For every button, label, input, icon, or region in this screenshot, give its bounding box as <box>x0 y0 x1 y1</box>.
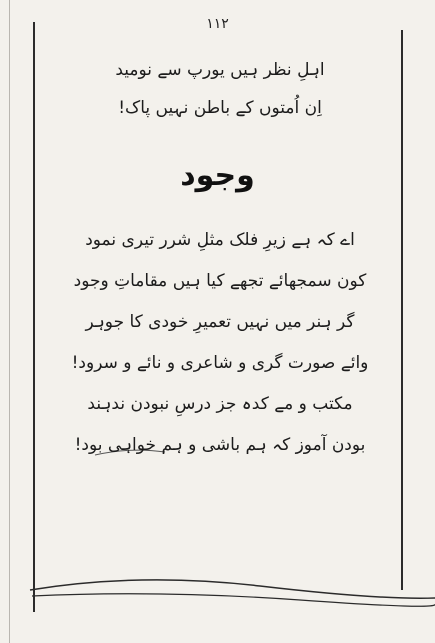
poem-line: بودن آموز کہ ہم باشی و ہم خواہی بود! <box>74 435 366 455</box>
poem-line: گر ہنر میں نہیں تعمیرِ خودی کا جوہر <box>85 312 355 332</box>
poem-title: وجود <box>180 158 255 193</box>
intro-line: اِن اُمتوں کے باطن نہیں پاک! <box>118 98 322 118</box>
poem-line: کون سمجھائے تجھے کیا ہیں مقاماتِ وجود <box>73 271 367 291</box>
intro-couplet <box>70 62 370 138</box>
poem-line: اے کہ ہے زیرِ فلک مثلِ شرر تیری نمود <box>85 230 355 250</box>
intro-line: اہلِ نظر ہیں یورپ سے نومید <box>115 60 325 80</box>
poem-body <box>70 232 370 478</box>
poem-line: مکتب و مے کدہ جز درسِ نبودن ندہند <box>87 394 353 414</box>
poem-line: وائے صورت گری و شاعری و نائے و سرود! <box>71 353 369 373</box>
page-number: ۱۱۲ <box>206 16 229 32</box>
